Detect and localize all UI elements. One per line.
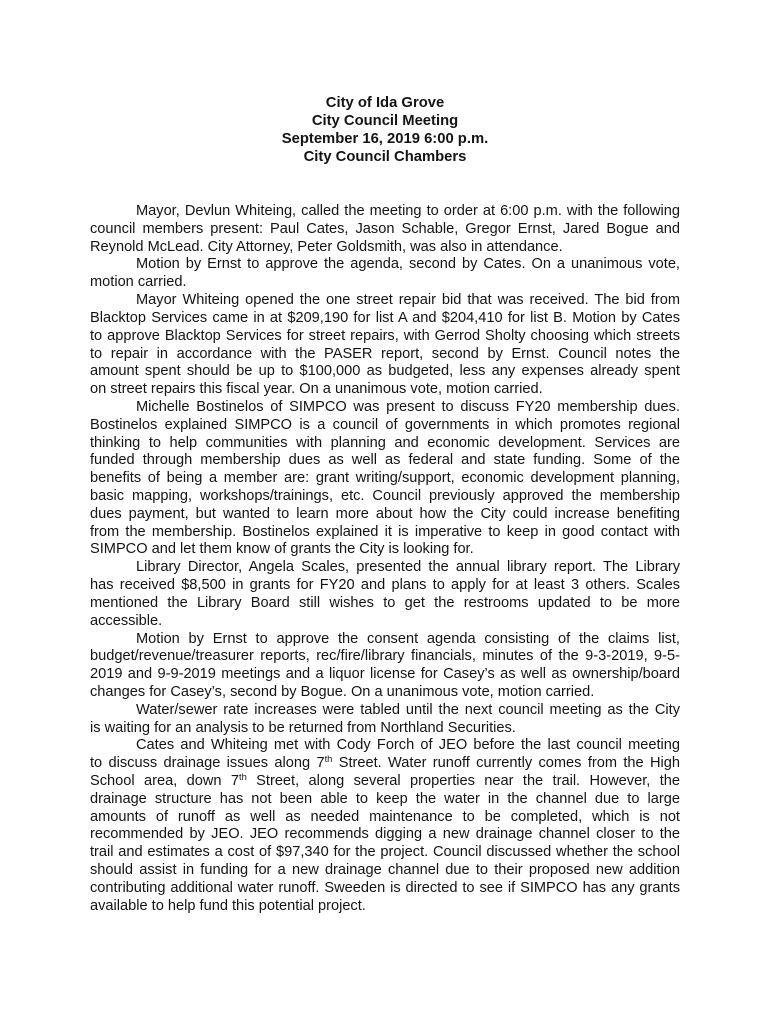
paragraph-line: amounts of runoff as well as needed maintenance to be completed, which is not: [90, 808, 680, 825]
paragraph-water-sewer-rates: [90, 702, 680, 738]
paragraph-line: contributing additional water runoff. Sweeden is directed to see if SIMPCO has any grants: [90, 879, 680, 896]
paragraph-line: benefits of being a member are: grant writing/support, economic development planning,: [90, 470, 680, 487]
paragraph-line: SIMPCO and let them know of grants the City is looking for.: [90, 541, 474, 558]
paragraph-line: mentioned the Library Board still wishes to get the restrooms updated to be more: [90, 594, 680, 611]
paragraph-line: Bostinelos explained SIMPCO is a council of governments in which promotes regional: [90, 416, 680, 433]
paragraph-line: drainage structure has not been able to keep the water in the channel due to large: [90, 790, 680, 807]
paragraph-line: Michelle Bostinelos of SIMPCO was present to discuss FY20 membership dues.: [136, 398, 680, 415]
paragraph-line: Cates and Whiteing met with Cody Forch of JEO before the last council meeting: [136, 737, 680, 754]
line-text: Street, along several properties near the trail. However, the: [246, 773, 680, 789]
header-city: City of Ida Grove: [325, 95, 445, 111]
paragraph-line: on street repairs this fiscal year. On a unanimous vote, motion carried.: [90, 381, 543, 398]
paragraph-line: motion carried.: [90, 274, 187, 291]
paragraph-line: trail and estimates a cost of $97,340 for the project. Council discussed whether the school: [90, 844, 680, 861]
header-meeting-title: City Council Meeting: [311, 113, 459, 129]
line-text: School area, down 7: [90, 773, 240, 789]
header-location: City Council Chambers: [303, 149, 467, 165]
paragraph-line: should assist in funding for a new drainage channel due to their proposed new addition: [90, 862, 680, 879]
paragraph-line: has received $8,500 in grants for FY20 and plans to apply for at least 3 others. Scales: [90, 577, 680, 594]
paragraph-line: budget/revenue/treasurer reports, rec/fire/library financials, minutes of the 9-3-2019, 9-5-: [90, 648, 680, 665]
paragraph-line: from the membership. Bostinelos explained it is imperative to keep in good contact with: [90, 523, 680, 540]
paragraph-line: council members present: Paul Cates, Jason Schable, Gregor Ernst, Jared Bogue and: [90, 220, 680, 237]
paragraph-line: thinking to help communities with planning and economic development. Services are: [90, 434, 680, 451]
header-date-time: September 16, 2019 6:00 p.m.: [281, 131, 489, 147]
paragraph-line: Motion by Ernst to approve the agenda, second by Cates. On a unanimous vote,: [136, 256, 680, 273]
paragraph-line: [90, 773, 680, 791]
paragraph-line: 2019 and 9-9-2019 meetings and a liquor license for Casey’s as well as ownership/board: [90, 666, 680, 683]
paragraph-line: recommended by JEO. JEO recommends digging a new drainage channel closer to the: [90, 826, 680, 843]
paragraph-line: Mayor, Devlun Whiteing, called the meeting to order at 6:00 p.m. with the following: [136, 203, 680, 219]
paragraph-line: accessible.: [90, 612, 163, 629]
paragraph-consent-agenda: [90, 631, 680, 702]
paragraph-library-report: [90, 559, 680, 630]
paragraph-call-to-order: [90, 203, 680, 256]
paragraph-line: Library Director, Angela Scales, presented the annual library report. The Library: [136, 559, 680, 576]
paragraph-agenda-approval: [90, 256, 680, 292]
paragraph-line: Motion by Ernst to approve the consent agenda consisting of the claims list,: [136, 630, 680, 647]
minutes-body: [90, 203, 680, 916]
ordinal-suffix: th: [324, 754, 333, 765]
paragraph-line: to approve Blacktop Services for street repairs, with Gerrod Sholty choosing which streets: [90, 327, 680, 344]
paragraph-line: Water/sewer rate increases were tabled until the next council meeting as the City: [136, 701, 680, 718]
paragraph-line: changes for Casey’s, second by Bogue. On a unanimous vote, motion carried.: [90, 683, 595, 700]
paragraph-line: funded through membership dues as well as federal and state funding. Some of the: [90, 452, 680, 469]
paragraph-line: Blacktop Services came in at $209,190 for list A and $204,410 for list B. Motion by Cates: [90, 309, 680, 326]
paragraph-line: amount spent should be up to $100,000 as budgeted, less any expenses already spent: [90, 363, 680, 380]
document-header: [0, 94, 770, 166]
line-text: Street. Water runoff currently comes from the High: [332, 755, 680, 772]
paragraph-line: is waiting for an analysis to be returned from Northland Securities.: [90, 719, 516, 736]
line-text: to discuss drainage issues along 7: [90, 755, 325, 772]
ordinal-suffix: th: [239, 771, 247, 782]
paragraph-drainage-issues: [90, 737, 680, 915]
paragraph-line: to repair in accordance with the PASER report, second by Ernst. Council notes the: [90, 345, 680, 362]
paragraph-line: basic mapping, workshops/trainings, etc. Council previously approved the membership: [90, 488, 680, 504]
paragraph-line: Mayor Whiteing opened the one street repair bid that was received. The bid from: [136, 292, 680, 309]
paragraph-line: available to help fund this potential project.: [90, 897, 366, 914]
paragraph-line: dues payment, but wanted to learn more about how the City could increase benefiting: [90, 505, 680, 522]
paragraph-simpco-membership: [90, 399, 680, 559]
paragraph-line: Reynold McLead. City Attorney, Peter Goldsmith, was also in attendance.: [90, 238, 563, 255]
paragraph-line: [90, 755, 680, 773]
paragraph-street-repair-bid: [90, 292, 680, 399]
